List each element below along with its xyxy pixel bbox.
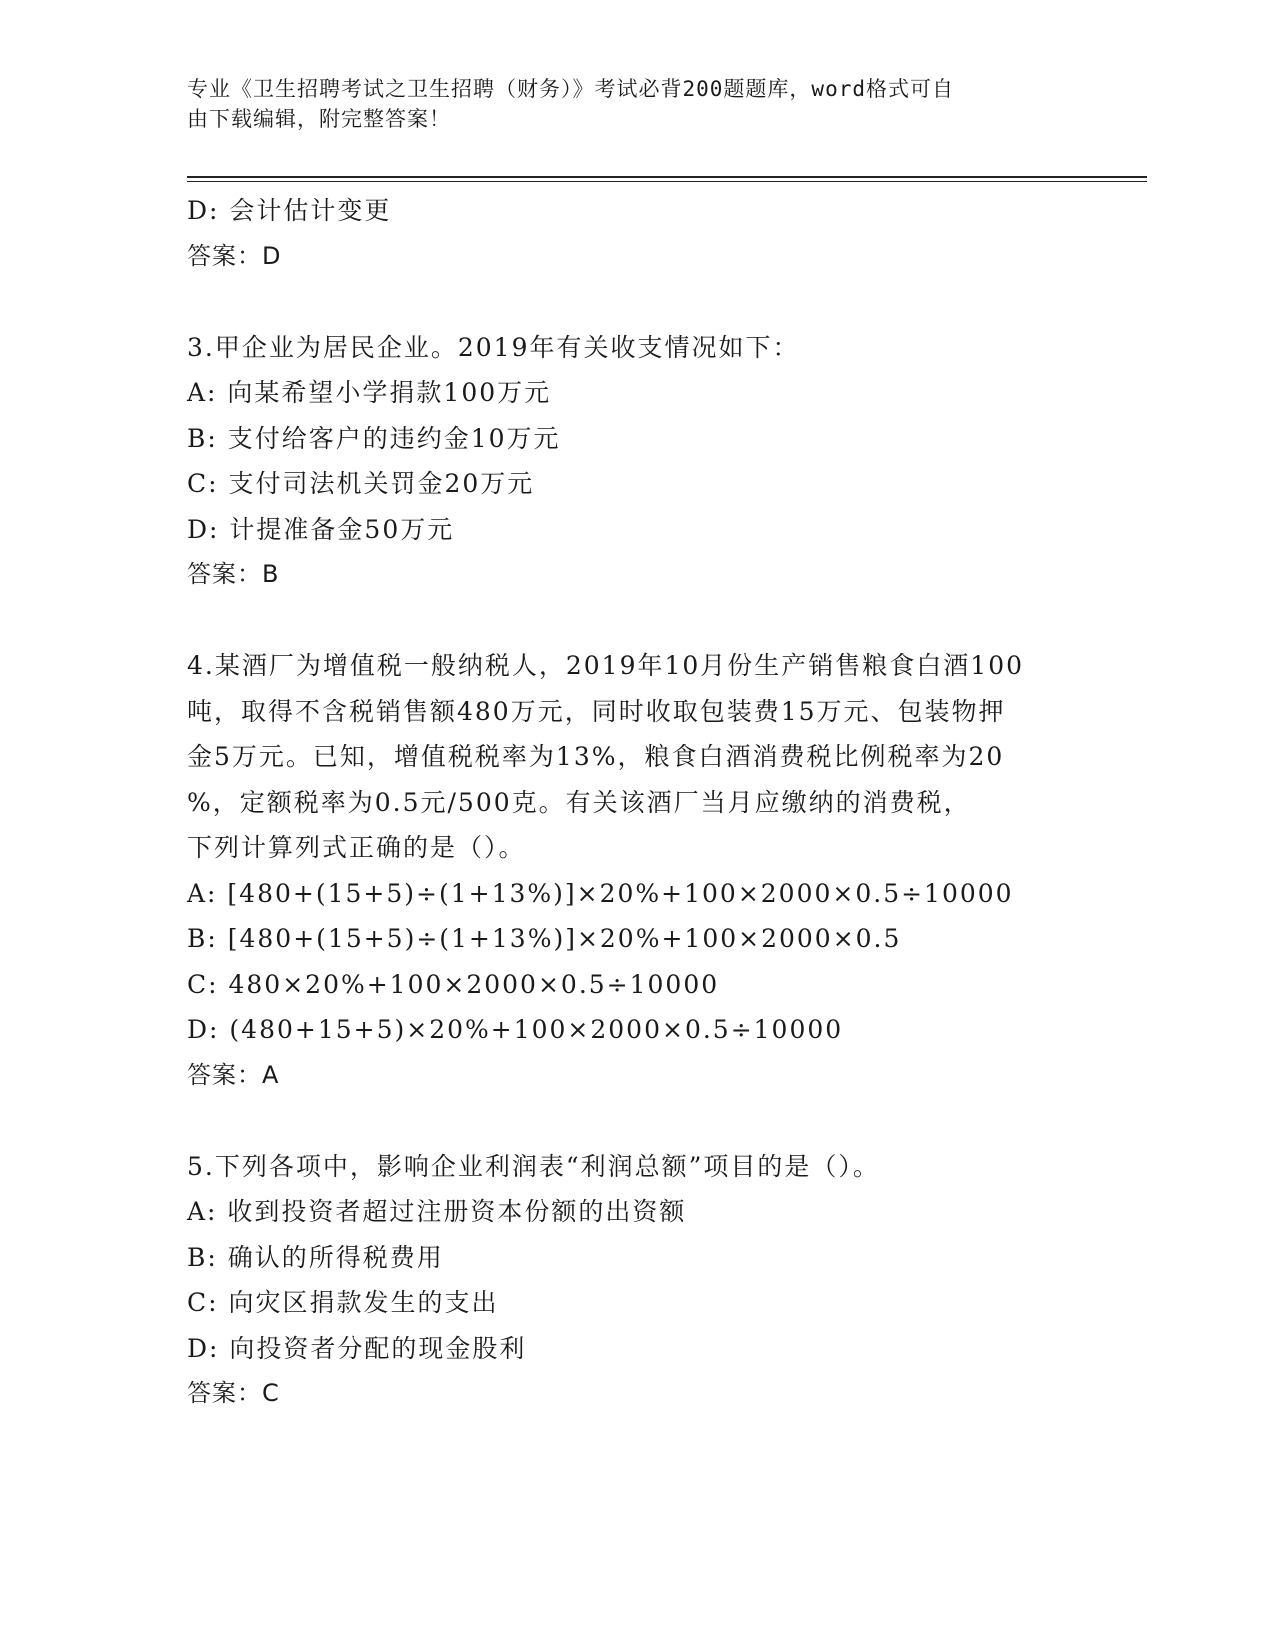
q5-option-c: C: 向灾区捐款发生的支出 [187,1288,499,1317]
header-line-2: 由下载编辑，附完整答案！ [187,107,451,131]
q5-option-a: A: 收到投资者超过注册资本份额的出资额 [187,1197,687,1226]
q2-answer: 答案：D [187,241,282,270]
q4-option-d: D: (480+15+5)×20%+100×2000×0.5÷10000 [187,1015,844,1044]
q3-option-c: C: 支付司法机关罚金20万元 [187,469,535,498]
q3-answer: 答案：B [187,560,280,588]
q4-stem-line-4: %，定额税率为0.5元/500克。有关该酒厂当月应缴纳的消费税， [187,787,971,817]
question-content [187,188,1087,1417]
q3-option-a: A: 向某希望小学捐款100万元 [187,378,552,407]
spacer [187,279,1087,325]
q4-option-b: B: [480+(15+5)÷(1+13%)]×20%+100×2000×0.5 [187,924,902,953]
spacer [187,598,1087,644]
q5-stem: 5.下列各项中，影响企业利润表“利润总额”项目的是（）。 [187,1151,880,1181]
q4-stem-line-2: 吨，取得不含税销售额480万元，同时收取包装费15万元、包装物押 [187,696,1006,726]
q2-option-d: D: 会计估计变更 [187,196,392,225]
q5-option-b: B: 确认的所得税费用 [187,1242,444,1272]
q4-stem-line-5: 下列计算列式正确的是（）。 [187,833,526,862]
q3-option-b: B: 支付给客户的违约金10万元 [187,423,561,453]
q4-option-c: C: 480×20%+100×2000×0.5÷10000 [187,969,720,999]
q4-stem-line-1: 4.某酒厂为增值税一般纳税人，2019年10月份生产销售粮食白酒100 [187,651,1025,680]
header-rule-thin [187,181,1147,182]
header-rule-thick [187,176,1147,178]
q5-answer: 答案：C [187,1379,280,1407]
header-line-1: 专业《卫生招聘考试之卫生招聘（财务）》考试必背200题题库，word格式可自 [187,77,954,101]
q4-answer: 答案：A [187,1060,280,1089]
page-header [187,74,1067,134]
q4-stem-line-3: 金5万元。已知，增值税税率为13%，粮食白酒消费税比例税率为20 [187,742,1005,771]
q4-option-a: A: [480+(15+5)÷(1+13%)]×20%+100×2000×0.5÷10000 [187,878,1014,908]
q3-option-d: D: 计提准备金50万元 [187,514,455,544]
q3-stem: 3.甲企业为居民企业。2019年有关收支情况如下： [187,332,800,362]
q5-option-d: D: 向投资者分配的现金股利 [187,1333,527,1363]
spacer [187,1098,1087,1144]
